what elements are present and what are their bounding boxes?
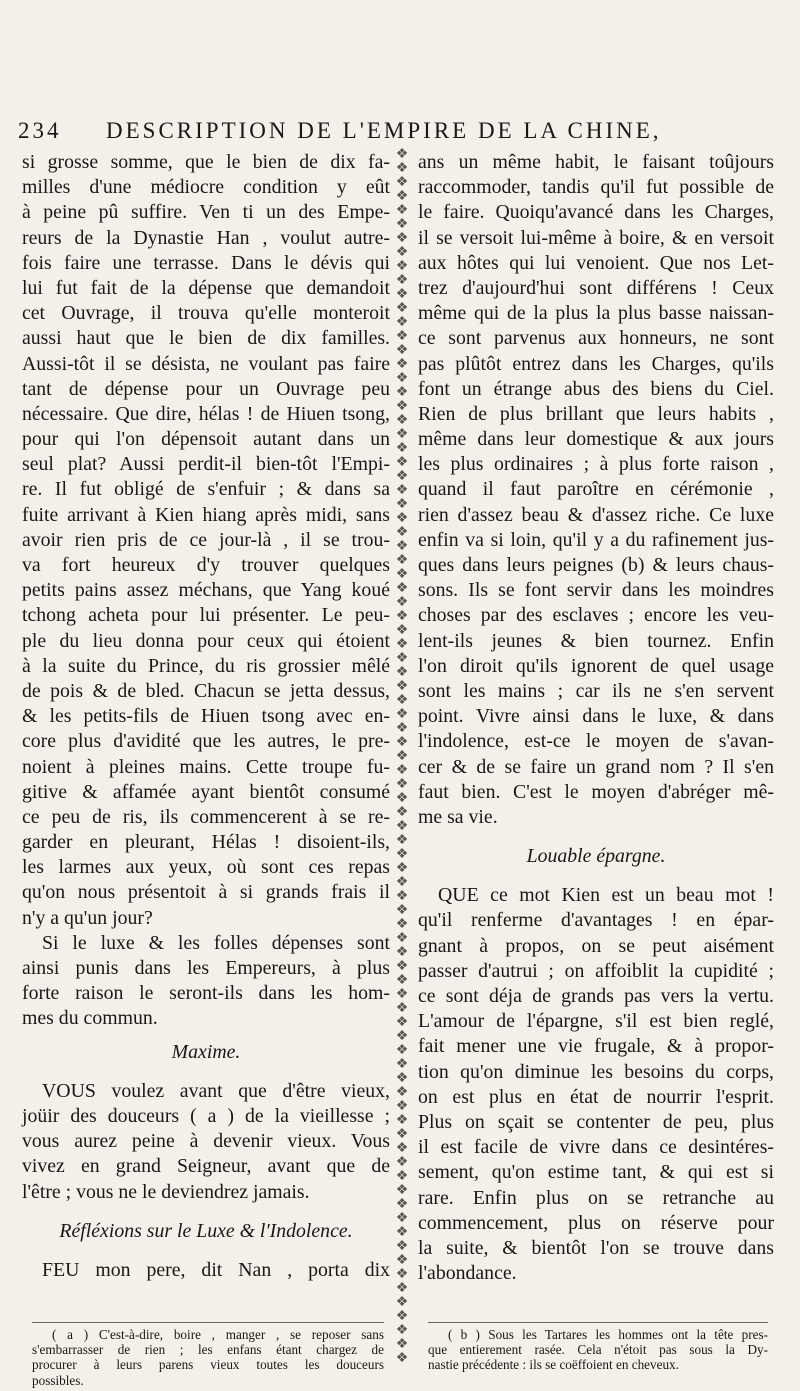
divider-ornament: ❖: [395, 1099, 409, 1114]
text-line: joüir des douceurs ( a ) de la vieillesse ;: [22, 1104, 390, 1127]
divider-ornament: ❖: [395, 203, 409, 218]
divider-ornament: ❖: [395, 1295, 409, 1310]
divider-ornament: ❖: [395, 315, 409, 330]
divider-ornament: ❖: [395, 679, 409, 694]
text-line: rien d'assez beau & d'assez riche. Ce luxe: [418, 503, 774, 526]
heading-maxime: Maxime.: [171, 1040, 241, 1063]
divider-ornament: ❖: [395, 1323, 409, 1338]
divider-ornament: ❖: [395, 1155, 409, 1170]
right-paragraph-1: [418, 150, 774, 830]
text-line: reurs de la Dynastie Han , voulut autre-: [22, 226, 390, 249]
text-line: me sa vie.: [418, 805, 498, 828]
divider-ornament: ❖: [395, 1309, 409, 1324]
divider-ornament: ❖: [395, 148, 409, 162]
divider-ornament: ❖: [395, 1351, 409, 1366]
text-line: seul plat? Aussi perdit-il bien-tôt l'Empi-: [22, 453, 390, 476]
divider-ornament: ❖: [395, 1211, 409, 1226]
divider-ornament: ❖: [395, 1071, 409, 1086]
footnote-a: [32, 1327, 384, 1388]
text-line: Aussi-tôt il se désista, ne voulant pas faire: [22, 352, 390, 375]
divider-ornament: ❖: [395, 161, 409, 176]
divider-ornament: ❖: [395, 273, 409, 288]
divider-ornament: ❖: [395, 931, 409, 946]
text-line: core plus d'avidité que les autres, le pre-: [22, 730, 390, 753]
divider-ornament: ❖: [395, 427, 409, 442]
text-line: font un étrange abus des biens du Ciel.: [418, 377, 774, 400]
left-column: [22, 150, 390, 1283]
divider-ornament: ❖: [395, 567, 409, 582]
text-line: point. Vivre ainsi dans le luxe, & dans: [418, 705, 774, 728]
text-line: si grosse somme, que le bien de dix fa-: [22, 151, 390, 173]
divider-ornament: ❖: [395, 595, 409, 610]
text-line: avoir rien pris de ce jour-là , il se trou-: [22, 528, 390, 551]
text-line: rare. Enfin plus on se retranche au: [418, 1186, 774, 1209]
text-line: sons. Ils se font servir dans les moindres: [418, 579, 774, 602]
text-line: & les petits-fils de Hiuen tsong avec en-: [22, 705, 390, 728]
footnote-rule-right: [428, 1322, 768, 1323]
text-line: fuite arrivant à Kien hiang après midi, sans: [22, 503, 390, 526]
text-line: n'y a qu'un jour?: [22, 906, 153, 929]
text-line: passer d'autrui ; on affoiblit la cupidité ;: [418, 959, 774, 982]
text-line: même qui de la plus la plus basse naissan-: [418, 302, 774, 325]
divider-ornament: ❖: [395, 301, 409, 316]
divider-ornament: ❖: [395, 385, 409, 400]
divider-ornament: ❖: [395, 833, 409, 848]
text-line: possibles.: [32, 1372, 84, 1388]
divider-ornament: ❖: [395, 875, 409, 890]
text-line: sont les mains ; car ils ne s'en servent: [418, 679, 774, 702]
divider-ornament: ❖: [395, 791, 409, 806]
text-line: procurer à leurs parens vieux toutes les douceurs: [32, 1357, 384, 1373]
divider-ornament: ❖: [395, 1085, 409, 1100]
divider-ornament: ❖: [395, 861, 409, 876]
text-line: qu'il renferme d'avantages ! en épar-: [418, 909, 774, 932]
text-line: lent-ils jeunes & bien tournez. Enfin: [418, 629, 774, 652]
divider-ornament: ❖: [395, 1001, 409, 1016]
divider-ornament: ❖: [395, 917, 409, 932]
divider-ornament: ❖: [395, 763, 409, 778]
text-line: petits pains assez méchans, que Yang koué: [22, 579, 390, 602]
text-line: vous aurez peine à devenir vieux. Vous: [22, 1130, 390, 1153]
footnote-rule-left: [32, 1322, 384, 1323]
text-line: aux hôtes qui lui venoient. Que nos Let-: [418, 251, 774, 274]
divider-ornament: ❖: [395, 1169, 409, 1184]
text-line: l'abondance.: [418, 1262, 517, 1285]
left-paragraph-maxime: [22, 1079, 390, 1205]
text-line: Si le luxe & les folles dépenses sont: [42, 931, 390, 954]
divider-ornament: ❖: [395, 847, 409, 862]
left-paragraph-2: [22, 931, 390, 1032]
divider-ornament: ❖: [395, 581, 409, 596]
divider-ornament: ❖: [395, 455, 409, 470]
text-line: QUE ce mot Kien est un beau mot !: [438, 884, 774, 907]
divider-ornament: ❖: [395, 553, 409, 568]
text-line: FEU mon pere, dit Nan , porta dix: [42, 1258, 390, 1281]
divider-ornament: ❖: [395, 259, 409, 274]
footnote-b: [428, 1327, 768, 1373]
divider-ornament: ❖: [395, 945, 409, 960]
divider-ornament: ❖: [395, 1281, 409, 1296]
divider-ornament: ❖: [395, 665, 409, 680]
text-line: l'être ; vous ne le deviendrez jamais.: [22, 1180, 310, 1203]
text-line: Plus on sçait se contenter de peu, plus: [418, 1110, 774, 1133]
divider-ornament: ❖: [395, 371, 409, 386]
text-line: fait mener une vie frugale, & à propor-: [418, 1035, 774, 1058]
divider-ornament: ❖: [395, 413, 409, 428]
text-line: aussi haut que le bien de dix familles.: [22, 327, 390, 350]
text-line: ( a ) C'est-à-dire, boire , manger , se reposer sans: [52, 1327, 384, 1342]
divider-ornament: ❖: [395, 175, 409, 190]
divider-ornament: ❖: [395, 777, 409, 792]
text-line: enfin va si loin, qu'il y a du rafinement jus-: [418, 528, 774, 551]
divider-ornament: ❖: [395, 889, 409, 904]
heading-reflexions: Réfléxions sur le Luxe & l'Indolence.: [59, 1219, 353, 1242]
text-line: que entierement rasée. Cela n'étoit pas sous la Dy-: [428, 1342, 768, 1358]
text-line: raccommoder, tandis qu'il fut possible de: [418, 176, 774, 199]
text-line: à la suite du Prince, du ris grossier mêlé: [22, 654, 390, 677]
text-line: tant de dépense pour un Ouvrage peu: [22, 377, 390, 400]
text-line: les larmes aux yeux, où sont ces repas: [22, 856, 390, 879]
divider-ornament: ❖: [395, 1127, 409, 1142]
divider-ornament: ❖: [395, 1197, 409, 1212]
text-line: va fort heureux d'y trouver quelques: [22, 554, 390, 576]
text-line: l'on diroit qu'ils ignorent de quel usage: [418, 654, 774, 677]
text-line: les plus ordinaires ; à plus forte raison ,: [418, 453, 774, 476]
page-number: 234: [18, 118, 62, 143]
text-line: ans un même habit, le faisant toûjours: [418, 151, 774, 173]
text-line: garder en pleurant, Hélas ! disoient-ils,: [22, 831, 390, 854]
text-line: forte raison le seront-ils dans les hom-: [22, 982, 390, 1005]
text-line: ques dans leurs peignes (b) & leurs chaus-: [418, 554, 774, 576]
ornamental-column-divider: [395, 148, 409, 1368]
text-line: gnant à propos, on se peut aisément: [418, 934, 774, 957]
divider-ornament: ❖: [395, 1239, 409, 1254]
text-line: VOUS voulez avant que d'être vieux,: [42, 1079, 390, 1102]
right-column: [418, 150, 774, 1286]
text-line: noient à pleines mains. Cette troupe fu-: [22, 755, 390, 778]
text-line: nécessaire. Que dire, hélas ! de Hiuen tsong,: [22, 402, 390, 425]
text-line: fois faire une terrasse. Dans le dévis qui: [22, 251, 390, 274]
left-paragraph-1: [22, 150, 390, 931]
text-line: ce sont déja de grands pas vers la vertu.: [418, 985, 774, 1007]
text-line: re. Il fut obligé de s'enfuir ; & dans sa: [22, 478, 390, 501]
divider-ornament: ❖: [395, 973, 409, 988]
running-title: DESCRIPTION DE L'EMPIRE DE LA CHINE,: [106, 118, 662, 143]
divider-ornament: ❖: [395, 399, 409, 414]
divider-ornament: ❖: [395, 1267, 409, 1282]
divider-ornament: ❖: [395, 497, 409, 512]
text-line: choses par des esclaves ; encore les veu-: [418, 604, 774, 627]
text-line: mes du commun.: [22, 1007, 158, 1030]
divider-ornament: ❖: [395, 805, 409, 820]
text-line: pour qui l'on dépensoit autant dans un: [22, 428, 390, 451]
text-line: gitive & affamée ayant bientôt consumé: [22, 780, 390, 803]
text-line: lui fut fait de la dépense que demandoit: [22, 276, 390, 299]
divider-ornament: ❖: [395, 525, 409, 540]
divider-ornament: ❖: [395, 959, 409, 974]
divider-ornament: ❖: [395, 539, 409, 554]
text-line: qu'on nous présentoit à si grands frais il: [22, 881, 390, 904]
text-line: ( b ) Sous les Tartares les hommes ont la tête pres-: [448, 1327, 768, 1342]
divider-ornament: ❖: [395, 343, 409, 358]
text-line: L'amour de l'épargne, s'il est bien reglé,: [418, 1010, 774, 1033]
text-line: quand il faut paroître en cérémonie ,: [418, 478, 774, 501]
divider-ornament: ❖: [395, 693, 409, 708]
divider-ornament: ❖: [395, 483, 409, 498]
text-line: ainsi punis dans les Empereurs, à plus: [22, 957, 390, 979]
divider-ornament: ❖: [395, 637, 409, 652]
divider-ornament: ❖: [395, 749, 409, 764]
divider-ornament: ❖: [395, 721, 409, 736]
divider-ornament: ❖: [395, 1337, 409, 1352]
divider-ornament: ❖: [395, 609, 409, 624]
divider-ornament: ❖: [395, 651, 409, 666]
text-line: s'embarrasser de rien ; les enfans étant chargez de: [32, 1342, 384, 1358]
divider-ornament: ❖: [395, 231, 409, 246]
divider-ornament: ❖: [395, 189, 409, 204]
running-header: [10, 116, 700, 150]
text-line: ple du lieu donna pour ceux qui étoient: [22, 629, 390, 652]
divider-ornament: ❖: [395, 1183, 409, 1198]
left-paragraph-reflexions: [22, 1258, 390, 1283]
divider-ornament: ❖: [395, 903, 409, 918]
divider-ornament: ❖: [395, 357, 409, 372]
text-line: tion qu'on diminue les besoins du corps,: [418, 1060, 774, 1083]
text-line: sement, qu'on estime tant, & qui est si: [418, 1161, 774, 1184]
text-line: vivez en grand Seigneur, avant que de: [22, 1155, 390, 1178]
text-line: le faire. Quoiqu'avancé dans les Charges,: [418, 201, 774, 224]
text-line: ce sont parvenus aux honneurs, ne sont: [418, 327, 774, 350]
heading-louable-epargne: Louable épargne.: [526, 845, 666, 868]
divider-ornament: ❖: [395, 511, 409, 526]
divider-ornament: ❖: [395, 707, 409, 722]
divider-ornament: ❖: [395, 1253, 409, 1268]
text-line: Rien de plus brillant que leurs habits ,: [418, 402, 774, 425]
divider-ornament: ❖: [395, 1057, 409, 1072]
text-line: ce peu de ris, ils commencerent à se re-: [22, 805, 390, 828]
divider-ornament: ❖: [395, 1225, 409, 1240]
divider-ornament: ❖: [395, 329, 409, 344]
text-line: milles d'une médiocre condition y eût: [22, 176, 390, 199]
text-line: cer & de se faire un grand nom ? Il s'en: [418, 755, 774, 778]
divider-ornament: ❖: [395, 819, 409, 834]
divider-ornament: ❖: [395, 245, 409, 260]
text-line: à peine pû suffire. Ven ti un des Empe-: [22, 201, 390, 224]
divider-ornament: ❖: [395, 735, 409, 750]
text-line: cet Ouvrage, il trouva qu'elle monteroit: [22, 302, 390, 325]
text-line: de pois & de bled. Chacun se jetta dessus,: [22, 679, 390, 702]
text-line: il se versoit lui-même à boire, & en versoit: [418, 226, 774, 249]
divider-ornament: ❖: [395, 1113, 409, 1128]
divider-ornament: ❖: [395, 1015, 409, 1030]
text-line: nastie précédente : ils se coëffoient en cheveux.: [428, 1357, 679, 1373]
text-line: même dans leur domestique & aux jours: [418, 428, 774, 451]
divider-ornament: ❖: [395, 1141, 409, 1156]
text-line: la suite, & bientôt l'on se trouve dans: [418, 1236, 774, 1259]
divider-ornament: ❖: [395, 441, 409, 456]
text-line: commencement, plus on réserve pour: [418, 1211, 774, 1234]
divider-ornament: ❖: [395, 217, 409, 232]
divider-ornament: ❖: [395, 987, 409, 1002]
text-line: trez d'aujourd'hui sont différens ! Ceux: [418, 276, 774, 299]
text-line: tchong acheta pour lui présenter. Le peu-: [22, 604, 390, 627]
text-line: faut bien. C'est le moyen d'abréger mê-: [418, 780, 774, 803]
divider-ornament: ❖: [395, 287, 409, 302]
text-line: l'indolence, est-ce le moyen de s'avan-: [418, 730, 774, 753]
divider-ornament: ❖: [395, 1029, 409, 1044]
text-line: on est plus en état de nourrir l'esprit.: [418, 1085, 774, 1108]
right-paragraph-epargne: [418, 883, 774, 1286]
divider-ornament: ❖: [395, 469, 409, 484]
text-line: il est facile de vivre dans ce desintéres-: [418, 1136, 774, 1159]
text-line: pas plûtôt entrez dans les Charges, qu'ils: [418, 352, 774, 375]
divider-ornament: ❖: [395, 1043, 409, 1058]
divider-ornament: ❖: [395, 623, 409, 638]
